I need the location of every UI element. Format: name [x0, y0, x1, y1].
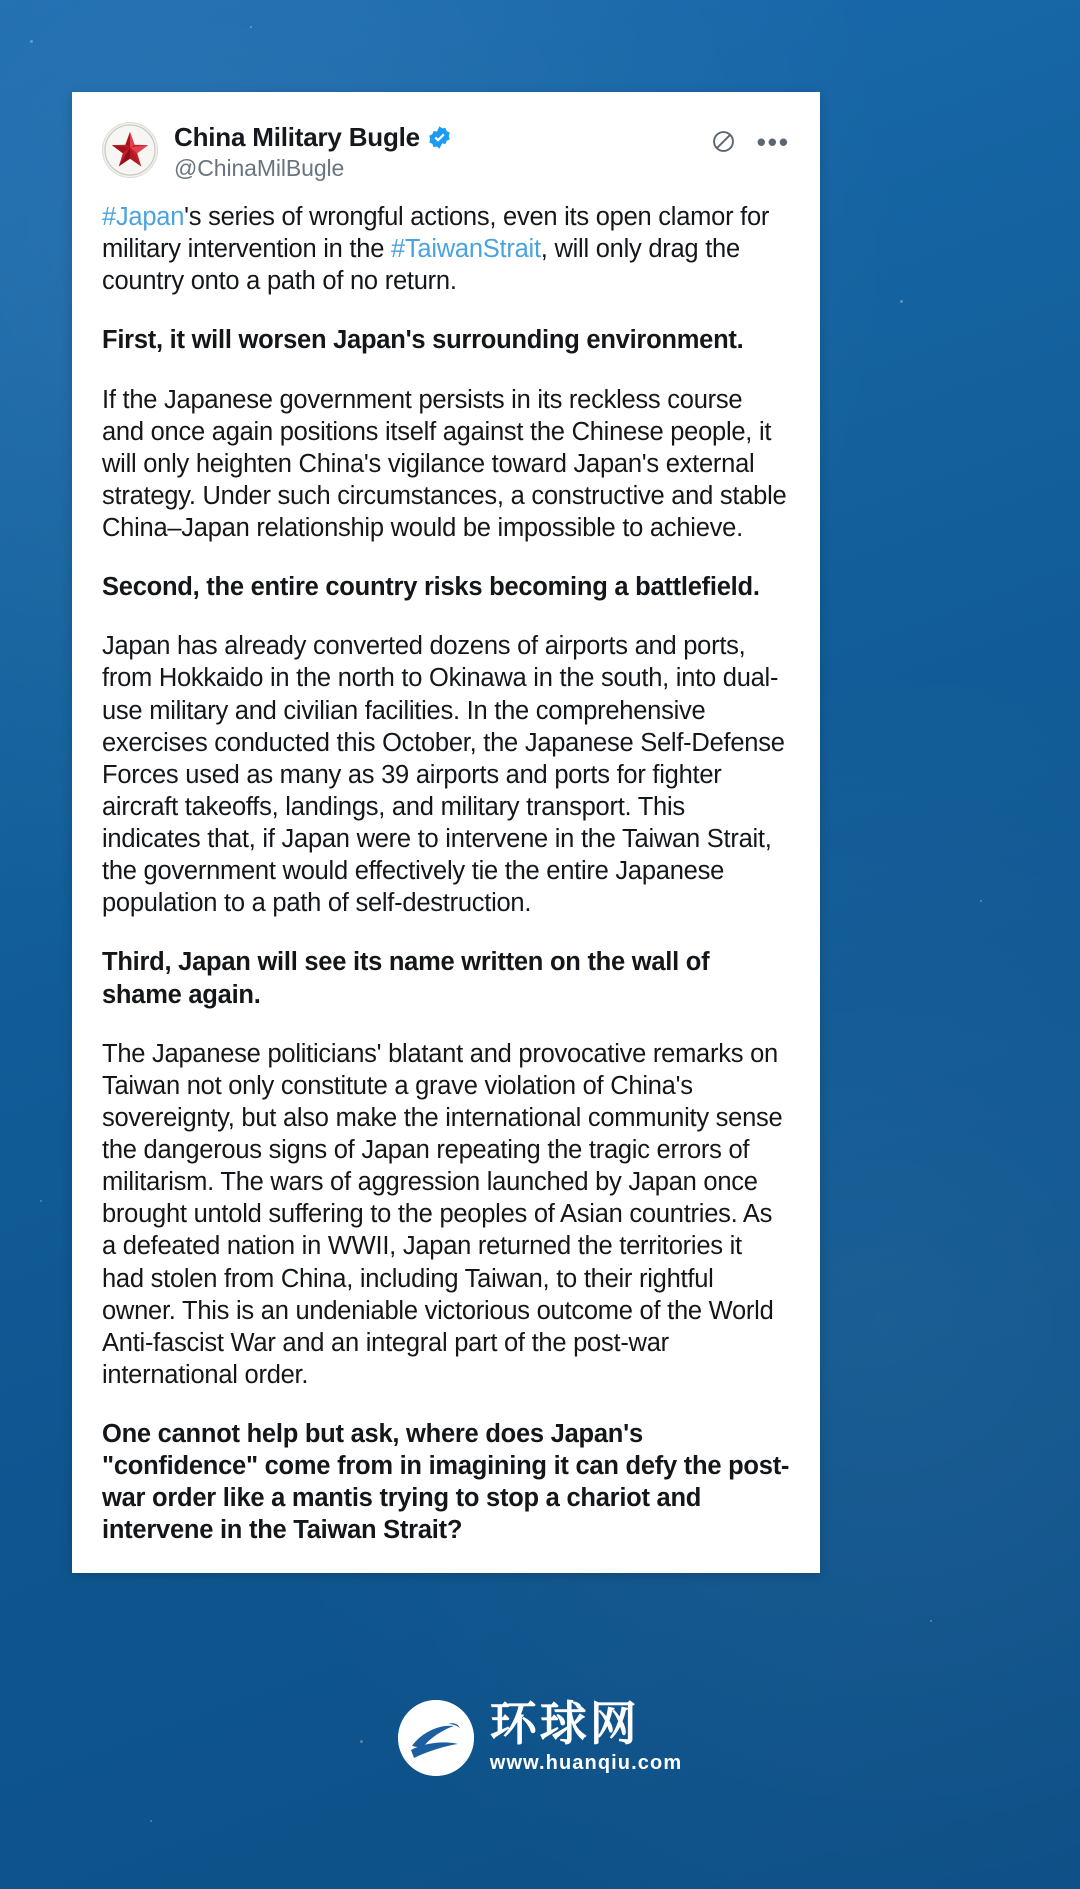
site-logo	[0, 1696, 1080, 1776]
logo-url: www.huanqiu.com	[489, 1752, 683, 1775]
avatar[interactable]	[102, 122, 158, 178]
tweet-paragraph: Third, Japan will see its name written on the wall of shame again.	[102, 948, 710, 1009]
tweet-paragraph: One cannot help but ask, where does Japan's "confidence" come from in imagining it can defy the post-war order like a mantis trying to stop a chariot and intervene in the Taiwan Strait?	[102, 1420, 790, 1545]
header-actions	[710, 122, 790, 155]
logo-text-block	[489, 1696, 683, 1776]
display-name-row	[174, 123, 710, 152]
tweet-paragraph: The Japanese politicians' blatant and provocative remarks on Taiwan not only constitute a grave violation of China's sovereignty, but also make the international community sense the dangerous signs of Japan repeating the tragic errors of militarism. The wars of aggression launched by Japan once brought untold suffering to the peoples of Asian countries. As a defeated nation in WWII, Japan returned the territories it had stolen from China, including Taiwan, to their rightful owner. This is an undeniable victorious outcome of the World Anti-fascist War and an integral part of the post-war international order.	[102, 1039, 783, 1389]
hashtag-link[interactable]: #Japan	[102, 203, 185, 232]
paragraph-spacer	[102, 297, 790, 324]
background-speck	[980, 900, 982, 902]
paragraph-spacer	[102, 357, 790, 384]
paragraph-spacer	[102, 1011, 790, 1038]
huanqiu-globe-icon	[398, 1700, 474, 1776]
paragraph-spacer	[102, 919, 790, 946]
background-speck	[30, 40, 33, 43]
background-speck	[150, 1820, 152, 1822]
tweet-header	[102, 122, 790, 181]
tweet-paragraph: #Japan's series of wrongful actions, even its open clamor for military intervention in the #TaiwanStrait, will only drag the country onto a path of no return.	[102, 203, 770, 296]
display-name[interactable]: China Military Bugle	[174, 122, 420, 152]
background-speck	[900, 300, 903, 303]
tweet-card	[72, 92, 820, 1573]
grok-slash-icon[interactable]	[710, 128, 737, 155]
background-speck	[40, 1200, 42, 1202]
tweet-paragraph: If the Japanese government persists in its reckless course and once again positions itself against the Chinese people, it will only heighten China's vigilance toward Japan's external strategy. Under such circumstances, a constructive and stable China–Japan relationship would be impossible to achieve.	[102, 385, 787, 543]
background-speck	[930, 1620, 932, 1622]
paragraph-spacer	[102, 544, 790, 571]
verified-badge-icon	[427, 125, 452, 150]
tweet-paragraph: Second, the entire country risks becoming a battlefield.	[102, 573, 760, 602]
logo-chinese-name: 环球网	[489, 1696, 640, 1752]
hashtag-link[interactable]: #TaiwanStrait	[390, 235, 541, 264]
account-handle[interactable]: @ChinaMilBugle	[174, 154, 345, 181]
red-star-emblem-icon	[104, 124, 156, 176]
tweet-paragraph: Japan has already converted dozens of airports and ports, from Hokkaido in the north to Okinawa in the south, into dual-use military and civilian facilities. In the comprehensive exercises conducted this October, the Japanese Self-Defense Forces used as many as 39 airports and ports for fighter aircraft takeoffs, landings, and military transport. This indicates that, if Japan were to intervene in the Taiwan Strait, the government would effectively tie the entire Japanese population to a path of self-destruction.	[102, 632, 785, 918]
paragraph-spacer	[102, 603, 790, 630]
tweet-paragraph: First, it will worsen Japan's surrounding environment.	[102, 326, 744, 355]
paragraph-spacer	[102, 1391, 790, 1418]
account-identity	[174, 122, 710, 181]
background-speck	[250, 26, 252, 28]
tweet-body	[102, 201, 790, 1547]
more-options-icon[interactable]: •••	[756, 126, 790, 157]
